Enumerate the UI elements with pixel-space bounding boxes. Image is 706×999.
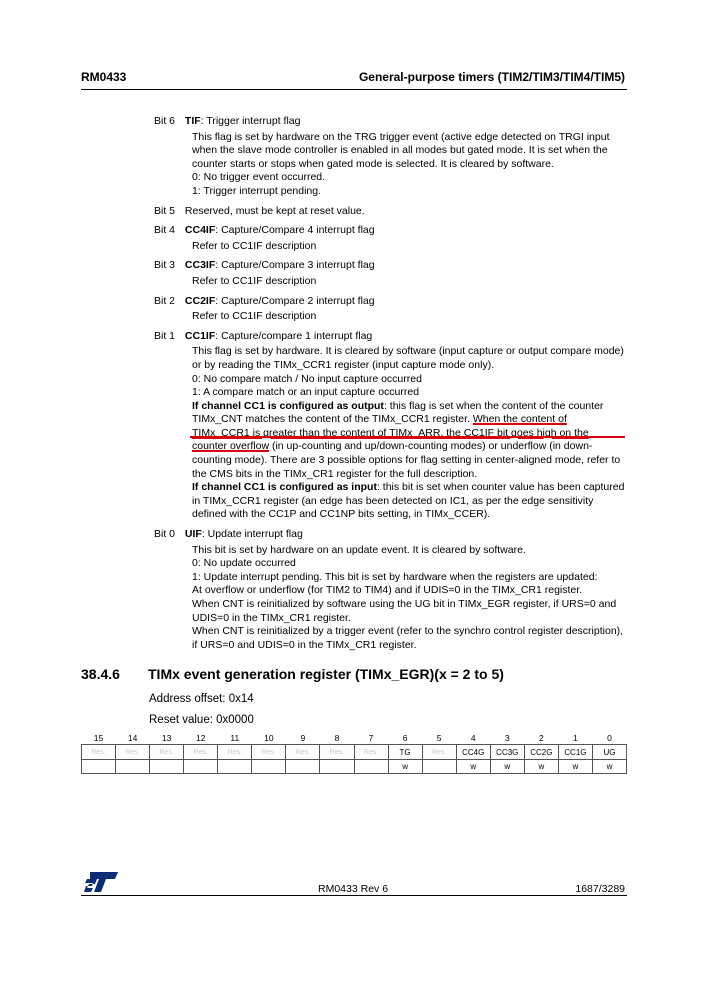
bit-desc-line: This flag is set by hardware. It is cleared by software (input capture or output compare mode) <box>192 345 624 358</box>
bit-desc-line: 0: No compare match / No input capture occurred <box>192 372 422 385</box>
section-heading <box>81 666 504 682</box>
field-access <box>116 760 150 774</box>
field-access <box>286 760 320 774</box>
bit-0-uif <box>154 528 629 652</box>
output-mode-heading: If channel CC1 is configured as output <box>192 399 384 412</box>
bit-2-cc2if <box>154 295 629 324</box>
field-access: w <box>558 760 592 774</box>
bit-position-label: 5 <box>436 733 442 743</box>
output-mode-line: the CMS bits in the TIMx_CR1 register for the full description. <box>192 467 478 480</box>
st-logo <box>84 872 118 892</box>
field-access: w <box>592 760 626 774</box>
bit-name: CC3IF <box>184 259 216 272</box>
bit-desc-line: 0: No trigger event occurred. <box>192 171 326 184</box>
highlighted-text: counter overflow <box>192 440 270 453</box>
bit-number: Bit 4 <box>154 224 176 237</box>
field-access <box>422 760 456 774</box>
register-map-table <box>81 732 627 774</box>
register-field: Res. <box>184 745 218 760</box>
doc-id: RM0433 <box>81 70 127 84</box>
bit-5-reserved <box>154 205 629 219</box>
bit-3-cc3if <box>154 259 629 288</box>
bit-position-label: 10 <box>264 733 274 743</box>
register-field: Res. <box>150 745 184 760</box>
bit-desc-line: At overflow or underflow (for TIM2 to TIM4) and if UDIS=0 in the TIMx_CR1 register. <box>192 584 583 597</box>
bit-title: Reserved, must be kept at reset value. <box>184 204 365 217</box>
bit-title: : Capture/Compare 2 interrupt flag <box>215 294 375 307</box>
bit-number: Bit 5 <box>154 204 176 217</box>
bit-4-cc4if <box>154 224 629 253</box>
bit-name: CC4IF <box>184 224 216 237</box>
register-field: Res. <box>354 745 388 760</box>
bit-position-label: 7 <box>368 733 374 743</box>
bit-title: : Update interrupt flag <box>201 528 303 541</box>
bit-number: Bit 1 <box>154 329 176 342</box>
highlighted-text: TIMx_CCR1 is greater than the content of TIMx_ARR, the CC1IF bit goes high on the <box>192 426 589 439</box>
register-field: CC1G <box>558 745 592 760</box>
input-mode-line: If channel CC1 is configured as input: this bit is set when counter value has been captured <box>192 481 625 494</box>
input-mode-heading: If channel CC1 is configured as input <box>192 481 377 494</box>
bit-position-label: 8 <box>334 733 340 743</box>
bit-position-label: 13 <box>161 733 172 743</box>
bit-title: : Trigger interrupt flag <box>200 115 301 127</box>
register-field: Res. <box>422 745 456 760</box>
bit-position-label: 12 <box>195 733 206 743</box>
bit-number: Bit 0 <box>154 528 176 541</box>
field-access: w <box>490 760 524 774</box>
field-access <box>354 760 388 774</box>
register-field: TG <box>388 745 422 760</box>
header-rule <box>81 89 627 90</box>
bit-desc-line: 1: A compare match or an input capture occurred <box>192 386 420 399</box>
bit-title: : Capture/Compare 3 interrupt flag <box>215 259 375 272</box>
register-field: Res. <box>218 745 252 760</box>
doc-revision: RM0433 Rev 6 <box>318 883 389 895</box>
field-access <box>252 760 286 774</box>
field-access <box>82 760 116 774</box>
output-mode-line: TIMx_CNT matches the content of the TIMx_CCR1 register. When the content of <box>192 413 567 426</box>
bit-desc-line: When CNT is reinitialized by software using the UG bit in TIMx_EGR register, if URS=0 and <box>192 598 617 610</box>
page-number: 1687/3289 <box>575 883 625 895</box>
bit-6-tif <box>154 115 629 199</box>
register-field: Res. <box>252 745 286 760</box>
bit-number: Bit 3 <box>154 259 176 272</box>
address-offset: Address offset: 0x14 <box>149 693 254 705</box>
bit-position-label: 9 <box>300 733 306 743</box>
register-field: Res. <box>82 745 116 760</box>
field-access: w <box>388 760 422 774</box>
register-field: Res. <box>286 745 320 760</box>
field-access <box>150 760 184 774</box>
input-mode-line: defined with the CC1P and CC1NP bits setting, in TIMx_CCER). <box>192 508 491 521</box>
field-access <box>218 760 252 774</box>
register-field: UG <box>592 745 626 760</box>
bit-desc-line: UDIS=0 in the TIMx_CR1 register. <box>192 611 351 624</box>
output-mode-line: counting mode). There are 3 possible options for flag setting in center-aligned mode, refer to <box>192 454 621 467</box>
bit-descriptions <box>154 115 629 658</box>
bit-desc-line: 1: Trigger interrupt pending. <box>192 184 321 197</box>
bit-desc-line: when the slave mode controller is enabled in all modes but gated mode. It is set when the <box>192 144 608 157</box>
bit-title: : Capture/compare 1 interrupt flag <box>215 329 373 342</box>
bit-position-label: 0 <box>607 733 612 743</box>
bit-desc-line: Refer to CC1IF description <box>192 239 317 252</box>
section-number: 38.4.6 <box>81 666 120 682</box>
register-field: CC2G <box>524 745 558 760</box>
bit-position-label: 4 <box>470 733 476 743</box>
bit-number: Bit 6 <box>154 115 176 127</box>
bit-desc-line: Refer to CC1IF description <box>192 310 317 323</box>
bit-position-label: 15 <box>93 733 104 743</box>
bit-desc-line: This bit is set by hardware on an update event. It is cleared by software. <box>192 543 526 556</box>
output-mode-line: If channel CC1 is configured as output: this flag is set when the content of the counter <box>192 399 604 412</box>
register-field: Res. <box>320 745 354 760</box>
bit-name: CC1IF <box>184 329 216 342</box>
output-mode-line: counter overflow (in up-counting and up/down-counting modes) or underflow (in down- <box>192 440 593 453</box>
bit-desc-line: When CNT is reinitialized by a trigger event (refer to the synchro control register description), <box>192 625 624 638</box>
register-field: CC3G <box>490 745 524 760</box>
bit-position-label: 11 <box>230 733 240 743</box>
section-title: TIMx event generation register (TIMx_EGR)(x = 2 to 5) <box>148 666 504 682</box>
field-access: w <box>524 760 558 774</box>
bit-position-label: 14 <box>127 733 138 743</box>
bit-position-label: 3 <box>504 733 510 743</box>
bit-title: : Capture/Compare 4 interrupt flag <box>215 224 375 237</box>
output-mode-line <box>192 427 629 441</box>
highlighted-text: When the content of <box>472 413 567 426</box>
bit-desc-line: Refer to CC1IF description <box>192 274 317 287</box>
bit-position-label: 2 <box>538 733 544 743</box>
field-access <box>320 760 354 774</box>
bit-position-label: 1 <box>573 733 578 743</box>
chapter-title: General-purpose timers (TIM2/TIM3/TIM4/TIM5) <box>358 70 625 84</box>
field-access: w <box>456 760 490 774</box>
bit-desc-line: if URS=0 and UDIS=0 in the TIMx_CR1 register. <box>192 638 417 651</box>
annotation-underline <box>190 436 625 438</box>
bit-name: TIF <box>184 115 201 127</box>
bit-desc-line: counter starts or stops when gated mode is selected. It is cleared by software. <box>192 157 554 170</box>
bit-desc-line: 0: No update occurred <box>192 557 296 570</box>
footer-rule <box>81 895 627 896</box>
bit-desc-line: or by reading the TIMx_CCR1 register (input capture mode only). <box>192 358 495 371</box>
register-field: Res. <box>116 745 150 760</box>
input-mode-line: in TIMx_CCR1 register (an edge has been detected on IC1, as per the edge sensitivity <box>192 494 594 507</box>
bit-name: UIF <box>184 528 202 541</box>
bit-1-cc1if <box>154 330 629 522</box>
bit-name: CC2IF <box>184 294 216 307</box>
bit-desc-line: 1: Update interrupt pending. This bit is set by hardware when the registers are updated: <box>192 570 598 583</box>
register-field: CC4G <box>456 745 490 760</box>
bit-desc-line: This flag is set by hardware on the TRG trigger event (active edge detected on TRGI input <box>192 130 610 143</box>
bit-position-label: 6 <box>402 733 408 743</box>
reset-value: Reset value: 0x0000 <box>149 714 254 726</box>
bit-number: Bit 2 <box>154 294 176 307</box>
field-access <box>184 760 218 774</box>
